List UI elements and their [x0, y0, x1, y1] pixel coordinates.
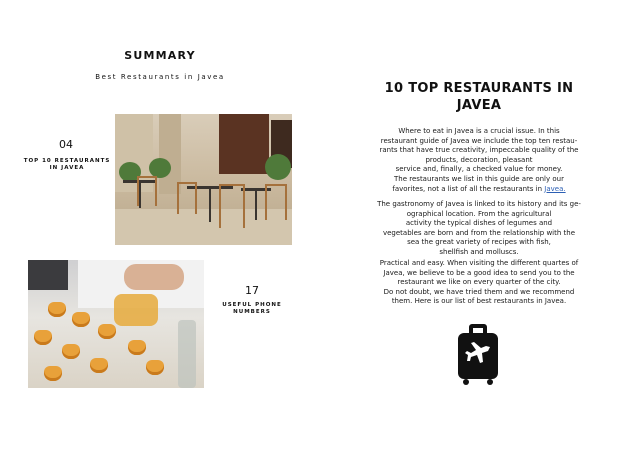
paragraph-line	[368, 185, 590, 195]
entry-page-number[interactable]: 04	[59, 138, 73, 151]
entry-label-line: USEFUL PHONE	[222, 302, 282, 308]
paragraph-line: vegetables are born and from the relationship with the	[382, 228, 576, 237]
paragraph-line: restaurant we like on every quarter of the city.	[397, 278, 561, 287]
entry-label-line: TOP 10 RESTAURANTS	[23, 158, 111, 164]
paragraph-line: The restaurants we list in this guide are only our	[394, 174, 564, 183]
paragraph-line: shellfish and molluscs.	[439, 247, 519, 256]
article-paragraph-3	[368, 259, 590, 307]
paragraph-line: rants that have true creativity, impeccable quality of the	[379, 146, 579, 155]
paragraph-line: Where to eat in Javea is a crucial issue. In this	[398, 127, 560, 135]
summary-subtitle: Best Restaurants in Javea	[95, 73, 225, 81]
entry-page-number[interactable]: 17	[245, 284, 259, 297]
article-title-line: 10 TOP RESTAURANTS IN	[384, 81, 574, 96]
paragraph-line: sea the great variety of recipes with fish,	[407, 238, 551, 247]
paragraph-line: Javea, we believe to be a good idea to send you to the	[383, 268, 575, 277]
entry-label[interactable]	[207, 302, 297, 316]
food-photo	[28, 260, 204, 388]
javea-link[interactable]: Javea.	[544, 184, 566, 193]
article-title-line: JAVEA	[456, 98, 502, 113]
paragraph-line: The gastronomy of Javea is linked to its history and its ge-	[377, 200, 581, 208]
terrace-photo	[115, 114, 292, 245]
article-title	[370, 80, 588, 114]
paragraph-line: activity the typical dishes of legumes and	[405, 219, 553, 228]
paragraph-line: ographical location. From the agricultural	[406, 209, 552, 218]
paragraph-line: service and, finally, a checked value for money.	[395, 165, 563, 174]
paragraph-line-text: favorites, not a list of all the restaurants in	[392, 184, 545, 193]
entry-label[interactable]	[22, 158, 112, 172]
paragraph-line: Practical and easy. When visiting the different quartes of	[379, 259, 579, 267]
article-paragraph-2	[368, 200, 590, 258]
paragraph-line: restaurant guide of Javea we include the top ten restau-	[380, 136, 578, 145]
paragraph-line: products, decoration, pleasant	[425, 155, 533, 164]
luggage-airplane-icon	[455, 322, 501, 386]
paragraph-line: them. Here is our list of best restaurants in Javea.	[391, 297, 567, 306]
summary-title: SUMMARY	[124, 49, 196, 62]
entry-label-line: IN JAVEA	[49, 165, 85, 171]
article-paragraph-1	[368, 127, 590, 194]
paragraph-line: Do not doubt, we have tried them and we recommend	[383, 287, 575, 296]
entry-label-line: NUMBERS	[233, 309, 271, 315]
